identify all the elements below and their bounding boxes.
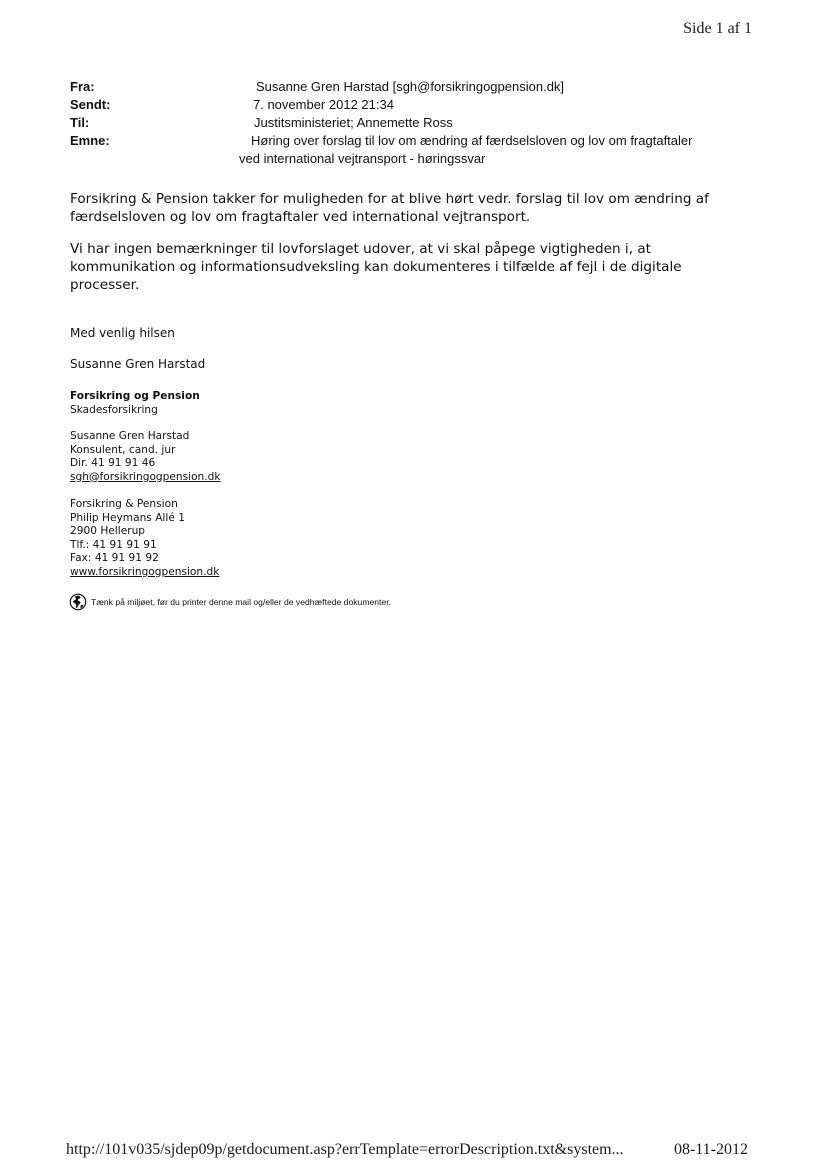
signature-fax: Fax: 41 91 91 92 [70, 552, 159, 564]
signature-org-name: Forsikring & Pension [70, 498, 178, 510]
signer-name: Susanne Gren Harstad [70, 357, 206, 371]
signature-person-block [70, 430, 221, 484]
sent-value: 7. november 2012 21:34 [253, 97, 394, 112]
sent-label: Sendt: [70, 97, 111, 112]
subject-row-continued [70, 150, 760, 168]
environment-note-text: Tænk på miljøet, før du printer denne mail og/eller de vedhæftede dokumenter. [91, 597, 391, 607]
paragraph-1-line-1: Forsikring & Pension takker for muligheden for at blive hørt vedr. forslag til lov om ændring af [70, 191, 709, 207]
globe-icon [69, 593, 87, 611]
subject-value-line2: ved international vejtransport - høringssvar [239, 151, 486, 166]
signature-company-block [70, 390, 200, 417]
signature-title: Konsulent, cand. jur [70, 443, 176, 456]
to-label: Til: [70, 115, 90, 130]
subject-label: Emne: [70, 133, 110, 148]
footer-url: http://101v035/sjdep09p/getdocument.asp?errTemplate=errorDescription.txt&system... [66, 1141, 624, 1158]
body-paragraph-1 [70, 190, 770, 226]
subject-value-line1: Høring over forslag til lov om ændring af færdselsloven og lov om fragtaftaler [251, 133, 693, 148]
footer-date: 08-11-2012 [673, 1141, 748, 1158]
signature-street: Philip Heymans Allé 1 [70, 511, 185, 524]
signature-email-link[interactable]: sgh@forsikringogpension.dk [70, 470, 221, 483]
from-row [70, 78, 760, 96]
from-value: Susanne Gren Harstad [sgh@forsikringogpension.dk] [256, 79, 565, 94]
page-number: Side 1 af 1 [683, 20, 752, 37]
from-label: Fra: [70, 79, 95, 94]
signature-department: Skadesforsikring [70, 403, 158, 416]
paragraph-2-line-2: kommunikation og informationsudveksling kan dokumenteres i tilfælde af fejl i de digitale [70, 259, 682, 275]
signature-address-block [70, 498, 219, 579]
paragraph-2-line-1: Vi har ingen bemærkninger til lovforslaget udover, at vi skal påpege vigtigheden i, at [70, 241, 651, 257]
subject-row [70, 132, 760, 150]
signature-phone: Tlf.: 41 91 91 91 [70, 538, 157, 551]
to-row [70, 114, 760, 132]
email-header [70, 78, 760, 168]
signature-website-link[interactable]: www.forsikringogpension.dk [70, 565, 220, 578]
environment-note [69, 593, 391, 611]
sent-row [70, 96, 760, 114]
paragraph-2-line-3: processer. [70, 277, 140, 293]
body-paragraph-2 [70, 240, 770, 294]
signature-name: Susanne Gren Harstad [70, 430, 190, 442]
signature-city: 2900 Hellerup [70, 525, 146, 537]
signature-direct-phone: Dir. 41 91 91 46 [70, 457, 156, 469]
to-value: Justitsministeriet; Annemette Ross [254, 115, 453, 130]
greeting: Med venlig hilsen [70, 326, 175, 340]
signature-company: Forsikring og Pension [70, 390, 200, 402]
paragraph-1-line-2: færdselsloven og lov om fragtaftaler ved international vejtransport. [70, 209, 531, 225]
